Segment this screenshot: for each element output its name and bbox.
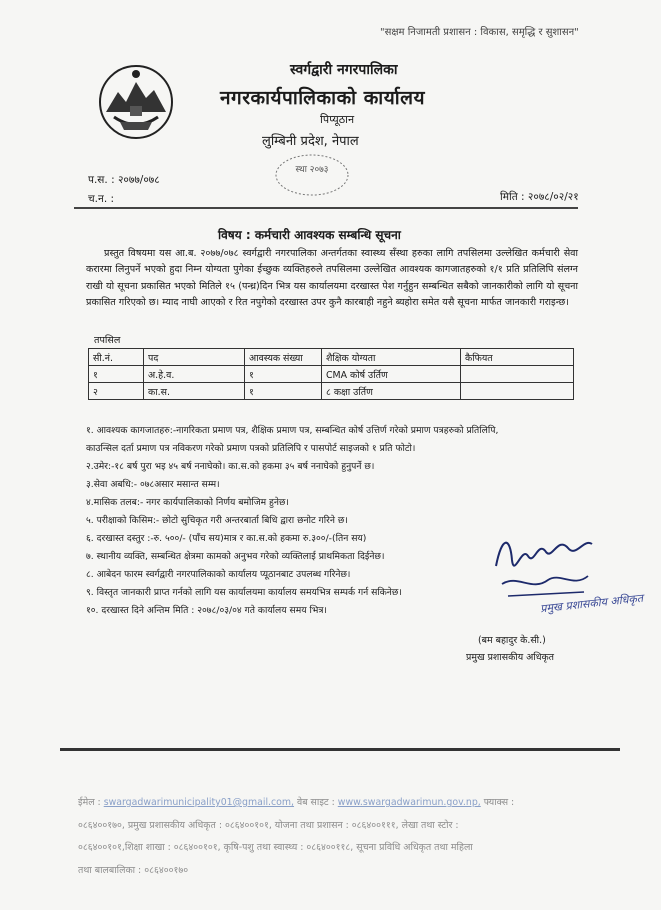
condition-item: काउन्सिल दर्ता प्रमाण पत्र नविकरण गरेको प्रमाण पत्रको प्रतिलिपि र पासपोर्ट साइजको १ प्रति फोटो।	[86, 443, 416, 454]
notice-subject: विषय : कर्मचारी आवश्यक सम्बन्धि सूचना	[218, 228, 401, 242]
footer-line	[78, 792, 598, 815]
footer-line: ०८६४००१७०, प्रमुख प्रशासकीय अधिकृत : ०८६४००१०१, योजना तथा प्रशासन : ०८६४००१११, लेखा तथा स्टोर :	[78, 819, 459, 831]
footer-divider	[60, 748, 620, 751]
table-row	[89, 383, 574, 400]
condition-item: ६. दरखास्त दस्तुर :-रु. ५००/- (पाँच सय)मात्र र का.स.को हकमा रु.३००/-(तिन सय)	[86, 533, 367, 544]
condition-item: ५. परीक्षाको किसिम:- छोटो सुचिकृत गरी अन्तरबार्ता बिधि द्वारा छनोट गरिने छ।	[86, 515, 348, 526]
cell-count: १	[245, 383, 322, 400]
vacancy-table	[88, 348, 574, 400]
email-link[interactable]: swargadwarimunicipality01@gmail.com,	[103, 797, 295, 808]
cell-sn: २	[89, 383, 144, 400]
condition-item: १. आवश्यक कागजातहरु:-नागरिकता प्रमाण पत्र, शैक्षिक प्रमाण पत्र, सम्बन्धित कोर्ष उत्तिर्ण गरेको प्रमाण पत्रहरुको प्रतिलिपि,	[86, 425, 499, 436]
cell-sn: १	[89, 366, 144, 383]
condition-item: ८. आबेदन फारम स्वर्गद्वारी नगरपालिकाको कार्यालय प्यूठानबाट उपलब्ध गरिनेछ।	[86, 569, 351, 580]
website-link[interactable]: www.swargadwarimun.gov.np,	[337, 797, 481, 808]
established-stamp	[272, 150, 352, 200]
col-header-qualification: शैक्षिक योग्यता	[322, 349, 461, 366]
cell-qualification: CMA कोर्ष उर्तिण	[322, 366, 461, 383]
cell-remarks	[461, 383, 574, 400]
nepal-emblem-logo	[96, 62, 176, 142]
col-header-remarks: कैफियत	[461, 349, 574, 366]
condition-item: ९. विस्तृत जानकारी प्राप्त गर्नको लागि यस कार्यालयमा कार्यालय समयभित्र सम्पर्क गर्न सकिनेछ।	[86, 587, 402, 598]
cell-remarks	[461, 366, 574, 383]
header-divider	[74, 207, 578, 209]
municipality-name: स्वर्गद्वारी नगरपालिका	[290, 62, 398, 78]
details-label: तपसिल	[94, 335, 121, 346]
footer-line: ०८६४००१०१,शिक्षा शाखा : ०८६४००१०१, कृषि-पशु तथा स्वास्थ्य : ०८६४००११८, सूचना प्रविधि अधिकृत तथा महिला	[78, 842, 473, 853]
condition-item: १०. दरखास्त दिने अन्तिम मिति : २०७८/०३/०४ गते कार्यालय समय भित्र।	[86, 605, 327, 616]
stamp-text: स्था २०७३	[295, 165, 329, 175]
cell-qualification: ८ कक्षा उर्तिण	[322, 383, 461, 400]
office-seal-text: प्रमुख प्रशासकीय अधिकृत	[539, 591, 644, 616]
cell-count: १	[245, 366, 322, 383]
footer-line: तथा बालबालिका : ०८६४००१७०	[78, 864, 189, 876]
reference-ps: प.स. : २०७७/०७८	[88, 174, 160, 186]
cell-post: अ.हे.व.	[144, 366, 245, 383]
fax-label: फ्याक्स :	[480, 797, 515, 808]
table-row	[89, 366, 574, 383]
condition-item: ३.सेवा अबधि:- ०७८असार मसान्त सम्म।	[86, 479, 220, 490]
col-header-post: पद	[144, 349, 245, 366]
notice-paragraph: प्रस्तुत विषयमा यस आ.ब. २०७७/०७८ स्वर्गद्वारी नगरपालिका अन्तर्गतका स्वास्थ्य सँस्था हरुका लागि तपसिलमा उल्लेखित कर्मचारी सेवा करारमा लिनुपर्ने भएको हुदा निम्न योग्यता पुगेका ईच्छुक व्यक्तिहरुले तपसिलमा उल्लेखित आवश्यक कागजातहरुको १/१ प्रति प्रतिलिपि संलग्न राखी यो सूचना प्रकासित भएको मितिले १५ (पन्ध्र)दिन भित्र यस कार्यालयमा दरखास्त पेश गर्नुहुन सम्बन्धित सबैको जानकारीको लागि यो सूचना प्रकासित गरिएको छ। म्याद नाघी आएको र रित नपुगेको दरखास्त उपर कुनै कारबाही नहुने ब्यहोरा समेत यसै सूचना मार्फत जानकारी गराइन्छ।	[86, 248, 578, 309]
condition-item: ७. स्थानीय व्यक्ति, सम्बन्धित क्षेत्रमा कामको अनुभव गरेको व्यक्तिलाई प्राथमिकता दिईनेछ।	[86, 551, 385, 562]
office-name: नगरकार्यपालिकाको कार्यालय	[220, 87, 426, 109]
contact-footer	[78, 792, 598, 882]
condition-item: ४.मासिक तलब:- नगर कार्यपालिकाको निर्णय बमोजिम हुनेछ।	[86, 497, 289, 508]
cell-post: का.स.	[144, 383, 245, 400]
condition-item: २.उमेर:-१८ बर्ष पुरा भइ ४५ बर्ष ननाघेको। का.स.को हकमा ३५ बर्ष ननाघेको हुनुपर्ने छ।	[86, 461, 375, 472]
province-name: लुम्बिनी प्रदेश, नेपाल	[262, 134, 359, 149]
signatory-name: (बम बहादुर के.सी.)	[478, 635, 546, 646]
col-header-sn: सी.नं.	[89, 349, 144, 366]
reference-cn: च.न. :	[88, 193, 115, 205]
signatory-title: प्रमुख प्रशासकीय अधिकृत	[466, 652, 555, 663]
conditions-list	[86, 422, 556, 620]
notice-date: मिति : २०७८/०२/२१	[500, 191, 579, 203]
district-name: पिप्यूठान	[320, 113, 355, 126]
website-label: वेब साइट :	[294, 797, 338, 808]
motto-text: "सक्षम निजामती प्रशासन : विकास, समृद्धि र सुशासन"	[380, 27, 579, 38]
table-header-row	[89, 349, 574, 366]
col-header-count: आवस्यक संख्या	[245, 349, 322, 366]
handwritten-signature	[488, 526, 598, 606]
email-label: ईमेल :	[78, 797, 104, 808]
